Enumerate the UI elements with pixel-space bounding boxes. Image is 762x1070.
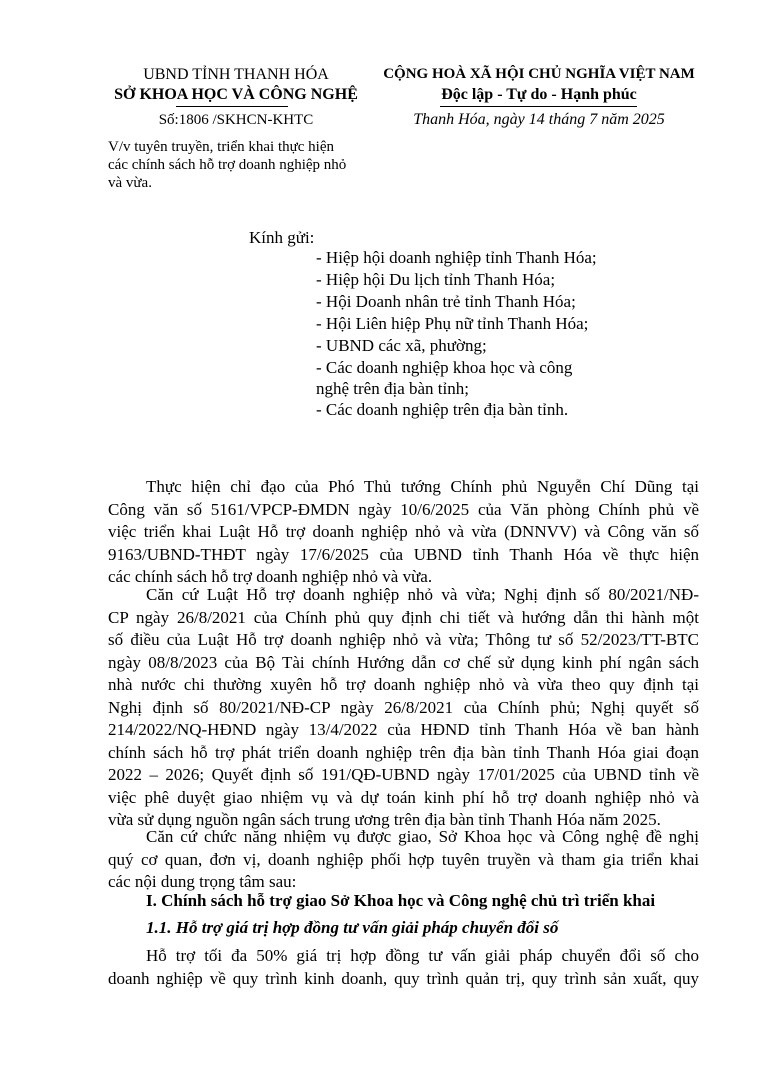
- motto-underline: [440, 106, 637, 107]
- subject-line: V/v tuyên truyền, triển khai thực hiện: [108, 139, 334, 155]
- paragraph-line: các chính sách hỗ trợ doanh nghiệp nhỏ và vừa.: [108, 567, 433, 586]
- paragraph-request: [108, 826, 699, 894]
- recipient-item: - UBND các xã, phường;: [316, 336, 487, 355]
- paragraph-line: các nội dung trọng tâm sau:: [108, 872, 297, 891]
- paragraph-line: Căn cứ chức năng nhiệm vụ được giao, Sở Khoa học và Công nghệ đề nghị: [146, 827, 699, 846]
- paragraph-directive: [108, 476, 699, 589]
- recipient-item: - Hội Doanh nhân trẻ tỉnh Thanh Hóa;: [316, 292, 576, 311]
- subject-line: các chính sách hỗ trợ doanh nghiệp nhỏ: [108, 157, 347, 173]
- paragraph-line: 2022 – 2026; Quyết định số 191/QĐ-UBND ngày 17/01/2025 của UBND tỉnh về: [108, 765, 699, 784]
- recipient-item: - Các doanh nghiệp trên địa bàn tỉnh.: [316, 400, 569, 419]
- place-and-date: Thanh Hóa, ngày 14 tháng 7 năm 2025: [413, 111, 665, 128]
- recipient-item: - Hiệp hội doanh nghiệp tỉnh Thanh Hóa;: [316, 248, 597, 267]
- paragraph-support: [108, 945, 699, 990]
- national-title: CỘNG HOÀ XÃ HỘI CHỦ NGHĨA VIỆT NAM: [383, 66, 695, 82]
- recipients-label: Kính gửi:: [249, 228, 315, 247]
- recipient-item: - Các doanh nghiệp khoa học và công: [316, 358, 573, 377]
- paragraph-line: Căn cứ Luật Hỗ trợ doanh nghiệp nhỏ và vừa; Nghị định số 80/2021/NĐ-: [146, 585, 699, 604]
- department-underline: [176, 106, 288, 107]
- recipient-item: - Hiệp hội Du lịch tỉnh Thanh Hóa;: [316, 270, 556, 289]
- paragraph-line: Hỗ trợ tối đa 50% giá trị hợp đồng tư vấn giải pháp chuyển đổi số cho: [146, 946, 699, 965]
- paragraph-line: vừa sử dụng nguồn ngân sách trung ương trên địa bàn tỉnh Thanh Hóa năm 2025.: [108, 810, 661, 829]
- paragraph-line: quý cơ quan, đơn vị, doanh nghiệp phối hợp tuyên truyền và tham gia triển khai: [108, 849, 699, 869]
- recipient-item: - Hội Liên hiệp Phụ nữ tỉnh Thanh Hóa;: [316, 314, 589, 333]
- paragraph-line: 214/2022/NQ-HĐND ngày 13/4/2022 của HĐND tỉnh Thanh Hóa về ban hành: [108, 720, 699, 739]
- recipient-item: nghệ trên địa bàn tỉnh;: [316, 379, 469, 398]
- paragraph-line: số điều của Luật Hỗ trợ doanh nghiệp nhỏ và vừa; Thông tư số 52/2023/TT-BTC: [108, 630, 699, 649]
- paragraph-line: nhà nước chi thường xuyên hỗ trợ doanh nghiệp nhỏ và vừa theo quy định tại: [108, 675, 699, 694]
- paragraph-legal-basis: [108, 584, 699, 832]
- paragraph-line: Thực hiện chỉ đạo của Phó Thủ tướng Chính phủ Nguyễn Chí Dũng tại: [146, 477, 699, 496]
- paragraph-line: ngày 08/8/2023 của Bộ Tài chính Hướng dẫn cơ chế sử dụng kinh phí ngân sách: [108, 652, 699, 672]
- paragraph-line: chính sách hỗ trợ phát triển doanh nghiệp trên địa bàn tỉnh Thanh Hóa giai đoạn: [108, 742, 699, 762]
- paragraph-line: Nghị định số 80/2021/NĐ-CP ngày 26/8/2021 của Chính phủ; Nghị quyết số: [108, 697, 699, 717]
- paragraph-line: việc triển khai Luật Hỗ trợ doanh nghiệp nhỏ và vừa (DNNVV) và Công văn số: [108, 522, 699, 541]
- document-number: Số:1806 /SKHCN-KHTC: [158, 112, 314, 128]
- subject-line: và vừa.: [108, 175, 152, 191]
- paragraph-line: việc phê duyệt giao nhiệm vụ và dự toán kinh phí hỗ trợ doanh nghiệp nhỏ và: [108, 787, 699, 807]
- document-subject: [108, 138, 346, 192]
- subsection-heading: 1.1. Hỗ trợ giá trị hợp đồng tư vấn giải pháp chuyển đổi số: [146, 918, 559, 937]
- paragraph-line: CP ngày 26/8/2021 của Chính phủ quy định chi tiết và hướng dẫn thi hành một: [108, 607, 699, 627]
- paragraph-line: doanh nghiệp về quy trình kinh doanh, quy trình quản trị, quy trình sản xuất, quy: [108, 968, 699, 988]
- section-heading: I. Chính sách hỗ trợ giao Sở Khoa học và Công nghệ chủ trì triển khai: [146, 891, 656, 910]
- paragraph-line: 9163/UBND-THĐT ngày 17/6/2025 của UBND tỉnh Thanh Hóa về thực hiện: [108, 544, 699, 564]
- paragraph-line: Công văn số 5161/VPCP-ĐMDN ngày 10/6/2025 của Văn phòng Chính phủ về: [108, 499, 699, 519]
- issuing-department: SỞ KHOA HỌC VÀ CÔNG NGHỆ: [114, 86, 358, 103]
- issuing-authority: UBND TỈNH THANH HÓA: [143, 66, 329, 83]
- national-motto: Độc lập - Tự do - Hạnh phúc: [441, 86, 637, 103]
